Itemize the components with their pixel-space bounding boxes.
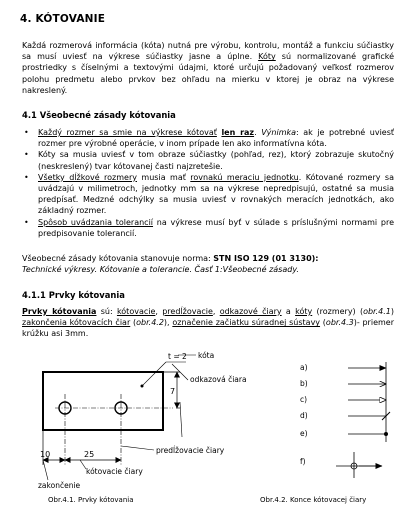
termination-e-dot — [384, 432, 388, 436]
rule3-text-2: . Kótované rozmery sa uvádzajú v milimetroch, jednotky mm sa na výkrese nepredpisujú, ostatné sa musia predpísať. Medzné odchýlky sa musia uviesť v rovnakých meracích jednotkách, ako základný rozmer. — [38, 172, 394, 216]
elements-t4: a — [281, 307, 296, 316]
term-koty: kóty — [295, 307, 313, 316]
ref-obr-4-3: obr.4.3 — [325, 318, 354, 328]
leader-dot — [141, 385, 144, 388]
termination-label-e: e) — [300, 429, 308, 438]
rule1-exception: Výnimka — [261, 128, 297, 137]
elements-t9: ( — [320, 318, 326, 328]
term-predlzovacie: predĺžovacie — [162, 307, 213, 316]
pointer-predlz-2 — [121, 446, 154, 450]
dim-value-25: 25 — [84, 450, 95, 459]
figure-dimension-terminations — [292, 356, 398, 492]
elements-t8: ), — [163, 318, 173, 328]
rule1-text-2: : ak je potrebné uviesť rozmer pre výrobné operácie, v inom prípade len ako informatívna kóta. — [38, 128, 395, 149]
elements-t2: , — [155, 307, 163, 316]
bullet-icon: • — [24, 128, 29, 137]
term-zakoncenia: zakončenia kótovacích čiar — [22, 318, 131, 328]
intro-term-koty: Kóty — [258, 52, 276, 62]
elements-t7: ( — [130, 318, 137, 328]
part-outline — [43, 372, 163, 430]
termination-label-c: c) — [300, 395, 308, 404]
elements-t1: sú: — [96, 307, 117, 316]
termination-label-f: f) — [300, 457, 306, 466]
elements-t10: )- priemer krúžku asi 3mm. — [22, 318, 394, 339]
rule4-underlined: Spôsob uvádzania tolerancií — [38, 217, 154, 227]
dim-value-10: 10 — [40, 450, 51, 459]
rule-item-1 — [22, 127, 394, 149]
norm-text: Všeobecné zásady kótovania stanovuje norma: — [22, 254, 214, 263]
term-oznacenie: označenie začiatku súradnej sústavy — [172, 318, 321, 328]
termination-label-a: a) — [300, 363, 308, 372]
rule3-underlined-1: Všetky dĺžkové rozmery — [38, 172, 137, 182]
section-heading-elements: 4.1.1 Prvky kótovania — [22, 290, 125, 300]
rules-list — [22, 127, 394, 239]
pointer-predlz — [180, 402, 182, 437]
rule1-underlined: Každý rozmer sa smie na výkrese kótovať — [38, 128, 217, 137]
intro-text-1: Každá rozmerová informácia (kóta) nutná pre výrobu, kontrolu, montáž a funkciu súčiastky sa musí uviesť na výkrese súčiastky jasne a úplne. — [22, 41, 394, 62]
elements-t6: ) — [390, 307, 394, 316]
bullet-icon: • — [24, 217, 29, 227]
label-zakoncenie: zakončenie — [38, 481, 81, 490]
figure-4-1-caption: Obr.4.1. Prvky kótovania — [48, 496, 134, 504]
termination-label-b: b) — [300, 379, 308, 388]
elements-lead: Prvky kótovania — [22, 307, 97, 316]
norm-title: Technické výkresy. Kótovanie a tolerancie. Časť 1:Všeobecné zásady. — [22, 265, 299, 275]
dim-value-7: 7 — [170, 387, 176, 396]
chapter-heading: 4. KÓTOVANIE — [20, 13, 106, 25]
rule1-bold: len raz — [221, 128, 255, 137]
bullet-icon: • — [24, 172, 29, 182]
norm-reference — [22, 253, 402, 275]
thickness-label: t = 2 — [168, 352, 187, 361]
norm-code: STN ISO 129 (01 3130): — [213, 254, 319, 263]
label-kotovacie-ciary: kótovacie čiary — [86, 467, 143, 476]
rule3-underlined-2: rovnakú meraciu jednotku — [190, 172, 299, 182]
bullet-icon: • — [24, 150, 29, 160]
ref-obr-4-1: obr.4.1 — [363, 307, 391, 316]
termination-label-d: d) — [300, 411, 308, 420]
label-odkazova-ciara: odkazová čiara — [190, 375, 247, 384]
rule4-text: na výkrese musí byť v súlade s príslušnými normami pre predpisovanie tolerancií. — [38, 217, 395, 238]
rule1-text: . — [254, 128, 262, 137]
section-heading-general-rules: 4.1 Všeobecné zásady kótovania — [22, 110, 176, 120]
ref-obr-4-2: obr.4.2 — [136, 318, 164, 328]
elements-t3: , — [212, 307, 220, 316]
rule-item-2 — [22, 149, 394, 171]
rule2-text: Kóty sa musia uviesť v tom obraze súčiastky (pohľad, rez), ktorý zobrazuje skutočný (neskreslený) tvar kótovanej časti najzretešie. — [38, 150, 394, 171]
label-kota: kóta — [198, 351, 215, 360]
intro-paragraph — [22, 40, 394, 96]
figure-dimensioning-elements — [20, 342, 250, 512]
rule3-text-1: musia mať — [137, 172, 191, 182]
pointer-zakon — [43, 460, 48, 480]
elements-paragraph — [22, 306, 394, 340]
elements-t5: (rozmery) ( — [312, 307, 364, 316]
rule-item-4 — [22, 217, 394, 239]
term-odkazove: odkazové čiary — [219, 307, 282, 316]
rule-item-3 — [22, 172, 394, 217]
label-predlzovacie-ciary: predĺžovacie čiary — [156, 446, 225, 455]
term-kotovacie: kótovacie — [116, 307, 156, 316]
figure-4-2-caption: Obr.4.2. Konce kótovacej čiary — [260, 496, 367, 504]
intro-text-2: sú normalizované grafické prostriedky s číselnými a textovými údajmi, ktoré určujú požadovaný veľkosť rozmerov polohu predmetu alebo prvkov bez ohľadu na mierku v ktorej je obraz na výkrese nakreslený. — [22, 52, 394, 95]
